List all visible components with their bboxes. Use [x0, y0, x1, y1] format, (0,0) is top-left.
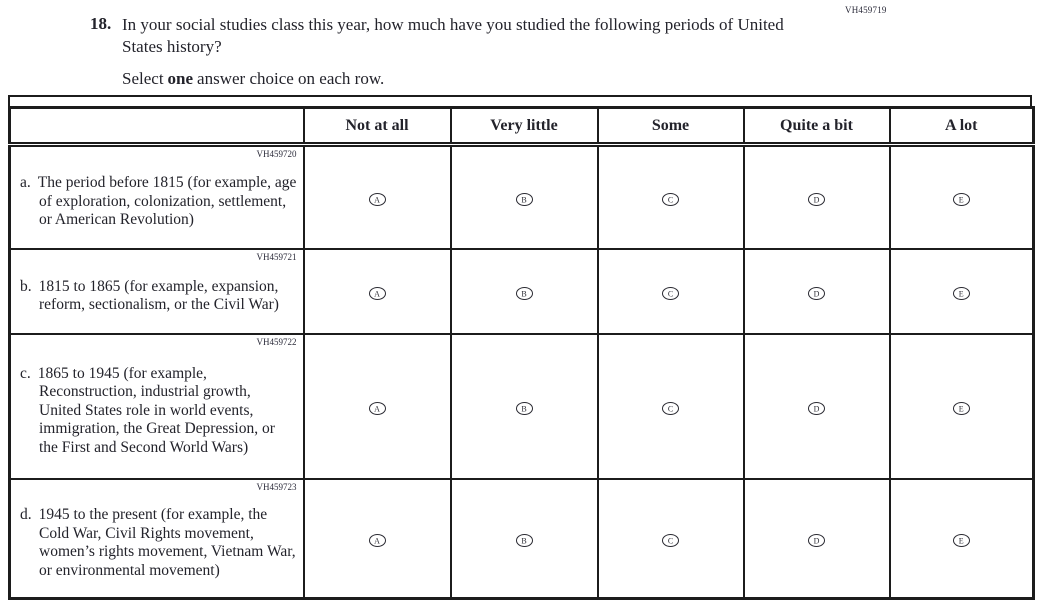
row-d-choice-a-lot[interactable]: [890, 479, 1034, 599]
choice-bubble-e-icon: E: [953, 402, 970, 415]
choice-bubble-b-icon: B: [516, 193, 533, 206]
row-a-item-letter: a.: [20, 174, 31, 192]
row-b-item-letter: b.: [20, 277, 32, 295]
choice-bubble-c-icon: C: [662, 193, 679, 206]
row-b-choice-some[interactable]: [598, 249, 744, 334]
table-row-c: [10, 334, 1034, 479]
header-row: [10, 108, 1034, 145]
row-c-choice-quite-a-bit[interactable]: [744, 334, 890, 479]
col-header-quite-a-bit: Quite a bit: [744, 108, 890, 145]
row-b-label-cell: [10, 249, 304, 334]
choice-bubble-a-icon: A: [369, 402, 386, 415]
row-a-code: VH459720: [256, 149, 297, 159]
col-header-a-lot: A lot: [890, 108, 1034, 145]
row-d-item-letter: d.: [20, 506, 32, 523]
row-c-item-text: 1865 to 1945 (for example, Reconstruction, industrial growth, United States role in world events, immigration, the Great Depression, or the First and Second World Wars): [37, 364, 275, 456]
row-b-choice-a-lot[interactable]: [890, 249, 1034, 334]
row-d-choice-very-little[interactable]: [451, 479, 598, 599]
question-accession-code: VH459719: [845, 5, 887, 15]
row-b-choice-very-little[interactable]: [451, 249, 598, 334]
row-c-choice-a-lot[interactable]: [890, 334, 1034, 479]
choice-bubble-a-icon: A: [369, 287, 386, 300]
choice-bubble-b-icon: B: [516, 402, 533, 415]
table-row-d: [10, 479, 1034, 599]
row-c-code: VH459722: [256, 337, 297, 347]
table-row-b: [10, 249, 1034, 334]
row-a-item-text: The period before 1815 (for example, age of exploration, colonization, settlement, or American Revolution): [37, 174, 297, 229]
col-header-some: Some: [598, 108, 744, 145]
row-a-choice-very-little[interactable]: [451, 145, 598, 250]
row-d-label-cell: [10, 479, 304, 599]
row-d-item-text: 1945 to the present (for example, the Cold War, Civil Rights movement, women’s rights movement, Vietnam War, or environmental movement): [38, 506, 296, 579]
table-row-a: [10, 145, 1034, 250]
choice-bubble-c-icon: C: [662, 402, 679, 415]
col-header-very-little: Very little: [451, 108, 598, 145]
row-c-choice-not-at-all[interactable]: [304, 334, 451, 479]
row-a-choice-a-lot[interactable]: [890, 145, 1034, 250]
row-d-choice-some[interactable]: [598, 479, 744, 599]
choice-bubble-b-icon: B: [516, 534, 533, 547]
choice-bubble-e-icon: E: [953, 193, 970, 206]
instruction-suffix: answer choice on each row.: [197, 69, 385, 88]
question-number: 18.: [90, 14, 112, 33]
row-b-item-text: 1815 to 1865 (for example, expansion, reform, sectionalism, or the Civil War): [38, 277, 279, 313]
instruction-bold-word: one: [167, 69, 194, 88]
choice-bubble-d-icon: D: [808, 534, 825, 547]
row-c-choice-very-little[interactable]: [451, 334, 598, 479]
choice-bubble-a-icon: A: [369, 534, 386, 547]
row-c-choice-some[interactable]: [598, 334, 744, 479]
row-d-choice-quite-a-bit[interactable]: [744, 479, 890, 599]
choice-bubble-e-icon: E: [953, 287, 970, 300]
row-b-choice-quite-a-bit[interactable]: [744, 249, 890, 334]
row-a-choice-not-at-all[interactable]: [304, 145, 451, 250]
row-b-code: VH459721: [256, 252, 297, 262]
row-c-item-letter: c.: [20, 364, 31, 382]
row-a-label-cell: [10, 145, 304, 250]
choice-bubble-c-icon: C: [662, 287, 679, 300]
instruction-prefix: Select: [122, 69, 164, 88]
row-b-choice-not-at-all[interactable]: [304, 249, 451, 334]
choice-bubble-d-icon: D: [808, 402, 825, 415]
row-c-label-cell: [10, 334, 304, 479]
col-header-not-at-all: Not at all: [304, 108, 451, 145]
row-a-choice-some[interactable]: [598, 145, 744, 250]
row-label-header-cell: [10, 108, 304, 145]
row-d-choice-not-at-all[interactable]: [304, 479, 451, 599]
table-top-rule: [8, 95, 1032, 97]
question-text: In your social studies class this year, how much have you studied the following periods of United States history?: [122, 15, 784, 56]
choice-bubble-d-icon: D: [808, 193, 825, 206]
choice-bubble-c-icon: C: [662, 534, 679, 547]
choice-bubble-a-icon: A: [369, 193, 386, 206]
instruction-text: [122, 69, 384, 89]
choice-bubble-e-icon: E: [953, 534, 970, 547]
row-d-code: VH459723: [256, 482, 297, 492]
choice-bubble-d-icon: D: [808, 287, 825, 300]
row-a-choice-quite-a-bit[interactable]: [744, 145, 890, 250]
choice-bubble-b-icon: B: [516, 287, 533, 300]
response-matrix-table: [8, 106, 1035, 600]
